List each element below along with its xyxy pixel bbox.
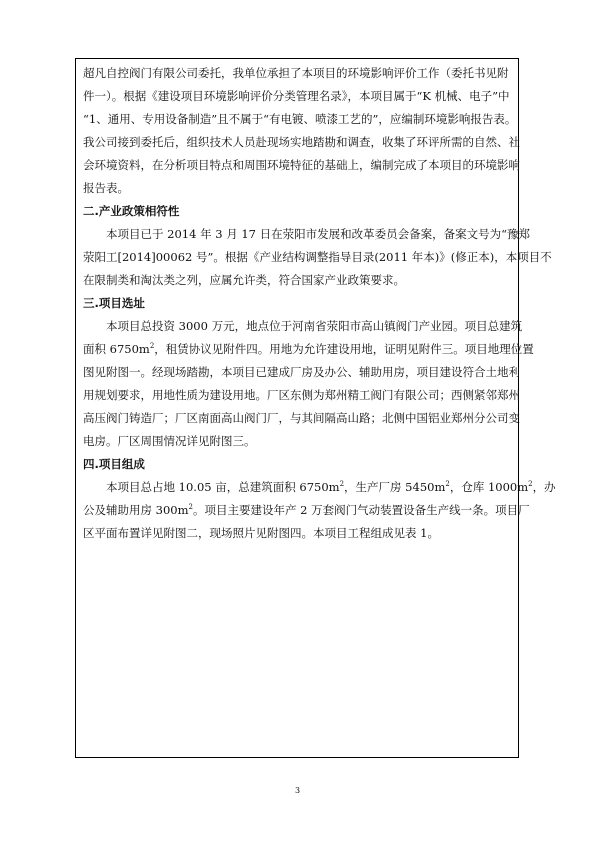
text-fragment: 面积 6750m	[83, 342, 150, 356]
site-selection-paragraph	[83, 315, 534, 453]
project-composition-paragraph	[83, 476, 556, 545]
text-fragment: ，办	[532, 480, 556, 494]
industrial-policy-paragraph	[83, 223, 552, 292]
intro-paragraph	[83, 62, 520, 200]
text-line	[83, 338, 534, 361]
text-fragment: 公及辅助用房 300m	[83, 503, 189, 517]
text-line: 区平面布置详见附图二，现场照片见附图四。本项目工程组成见表 1。	[83, 526, 439, 540]
text-line	[83, 476, 556, 499]
text-line: 本项目总投资 3000 万元，地点位于河南省荥阳市高山镇阀门产业园。项目总建筑	[106, 319, 523, 333]
text-line: 件一）。根据《建设项目环境影响评价分类管理名录》，本项目属于“K 机械、电子”中	[83, 89, 510, 103]
text-line: 超凡自控阀门有限公司委托，我单位承担了本项目的环境影响评价工作（委托书见附	[83, 66, 509, 80]
superscript: 2	[188, 503, 193, 512]
document-body	[83, 62, 556, 545]
text-line	[83, 499, 530, 522]
text-fragment: ，仓库 1000m	[449, 480, 529, 494]
text-line: 图见附图一。经现场踏勘，本项目已建成厂房及办公、辅助用房，项目建设符合土地利	[83, 365, 520, 379]
text-line: 本项目已于 2014 年 3 月 17 日在荥阳市发展和改革委员会备案，备案文号为“豫郑	[106, 227, 531, 241]
text-line: 用规划要求，用地性质为建设用地。厂区东侧为郑州精工阀门有限公司；西侧紧邻郑州	[83, 388, 520, 402]
page-number: 3	[294, 786, 301, 795]
text-line: 我公司接到委托后，组织技术人员赴现场实地踏勘和调查，收集了环评所需的自然、社	[83, 135, 520, 149]
text-line: 荥阳工[2014]00062 号”。根据《产业结构调整指导目录(2011 年本)》(修正本)，本项目不	[83, 250, 552, 264]
text-line: 报告表。	[83, 181, 129, 195]
superscript: 2	[339, 480, 345, 489]
text-line: 在限制类和淘汰类之列，应属允许类，符合国家产业政策要求。	[83, 273, 405, 287]
superscript: 2	[528, 480, 533, 489]
superscript: 2	[149, 342, 155, 351]
section-heading-project-composition: 四.项目组成	[83, 457, 145, 471]
text-fragment: 本项目总占地 10.05 亩，总建筑面积 6750m	[106, 480, 340, 494]
text-line: 会环境资料，在分析项目特点和周围环境特征的基础上，编制完成了本项目的环境影响	[83, 158, 520, 172]
text-line: 高压阀门铸造厂；厂区南面高山阀门厂，与其间隔高山路；北侧中国铝业郑州分公司变	[83, 411, 520, 425]
text-fragment: ，生产厂房 5450m	[344, 480, 446, 494]
section-heading-site-selection: 三.项目选址	[83, 296, 145, 310]
superscript: 2	[445, 480, 450, 489]
text-line: 电房。厂区周围情况详见附图三。	[83, 434, 256, 448]
text-line: “1、通用、专用设备制造”且不属于“有电镀、喷漆工艺的”，应编制环境影响报告表。	[83, 112, 517, 126]
text-fragment: ，租赁协议见附件四。用地为允许建设用地，证明见附件三。项目地理位置	[154, 342, 534, 356]
section-heading-industrial-policy: 二.产业政策相符性	[83, 204, 180, 218]
text-fragment: 。项目主要建设年产 2 万套阀门气动装置设备生产线一条。项目厂	[192, 503, 530, 517]
